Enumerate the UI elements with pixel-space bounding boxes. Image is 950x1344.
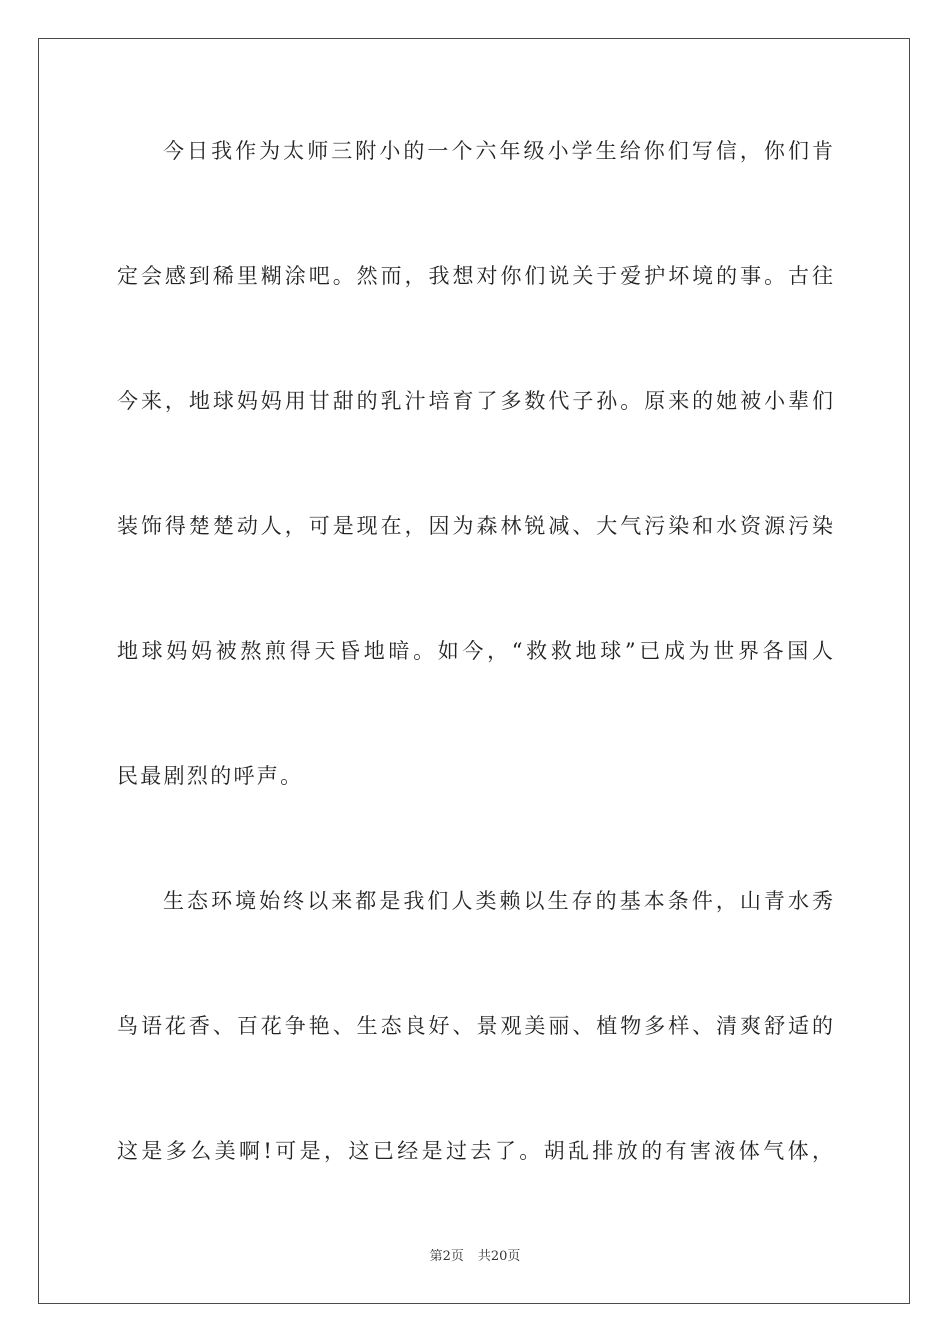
paragraph-1-line-4: 装饰得楚楚动人，可是现在，因为森林锐减、大气污染和水资源污染 [117,514,833,538]
paragraph-1-line-2: 定会感到稀里糊涂吧。然而，我想对你们说关于爱护坏境的事。古往 [117,264,833,288]
paragraph-2-line-3: 这是多么美啊!可是，这已经是过去了。胡乱排放的有害液体气体， [117,1139,833,1163]
total-pages: 共20页 [477,1249,521,1264]
paragraph-1-line-6: 民最剧烈的呼声。 [117,764,304,788]
paragraph-2-line-2: 鸟语花香、百花争艳、生态良好、景观美丽、植物多样、清爽舒适的 [117,1014,833,1038]
page-number: 第2页 [429,1249,464,1264]
page-footer [0,1248,950,1266]
page-border [38,38,910,1304]
paragraph-2-line-1: 生态环境始终以来都是我们人类赖以生存的基本条件，山青水秀 [163,889,833,913]
paragraph-1-line-3: 今来，地球妈妈用甘甜的乳汁培育了多数代子孙。原来的她被小辈们 [117,389,833,413]
paragraph-1-line-1: 今日我作为太师三附小的一个六年级小学生给你们写信，你们肯 [163,139,833,163]
paragraph-1-line-5: 地球妈妈被熬煎得天昏地暗。如今，“救救地球”已成为世界各国人 [117,639,833,663]
